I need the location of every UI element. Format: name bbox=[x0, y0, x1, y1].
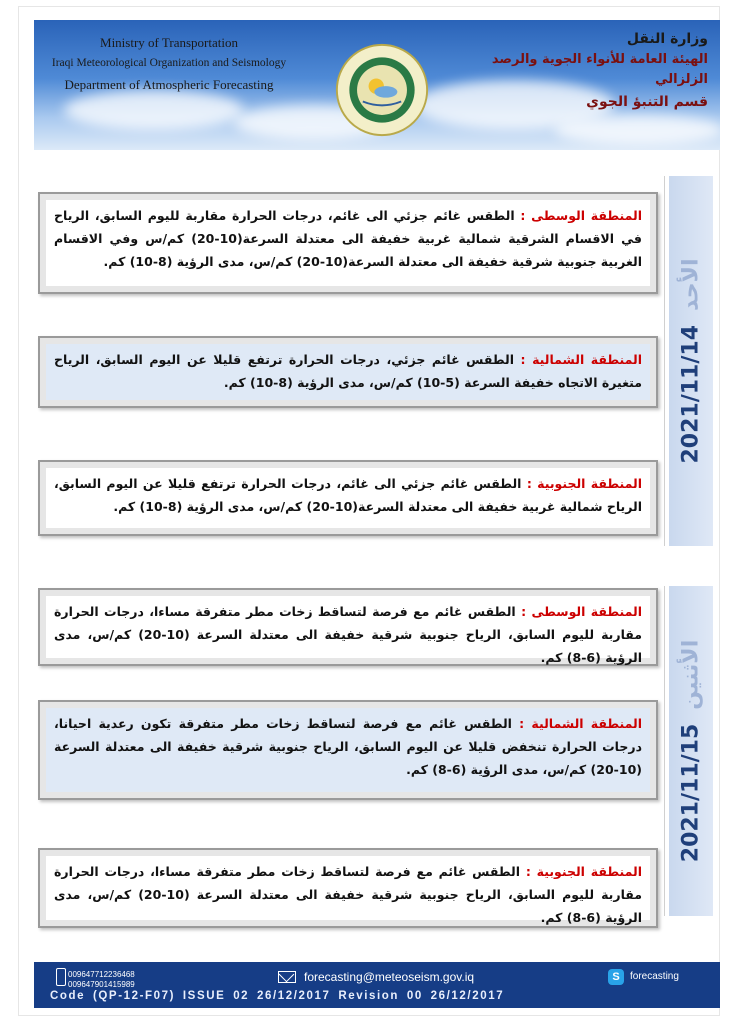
region-label: المنطقة الشمالية : bbox=[520, 352, 642, 367]
day-date-2: 2021/11/15 bbox=[678, 723, 704, 863]
skype-icon: S bbox=[608, 969, 624, 985]
forecast-box-day2-south bbox=[38, 848, 658, 928]
footer-phones bbox=[68, 970, 135, 990]
forecast-text: الطقس غائم مع فرصة لتساقط زخات مطر متفرقة تكون رعدية احيانا، درجات الحرارة تنخفض قليلا عن اليوم السابق، الرياح جنوبية شرقية خفيفة الى معتدلة السرعة (10-20) كم/س، مدى الرؤية (6-8) كم. bbox=[54, 716, 642, 777]
region-label: المنطقة الوسطى : bbox=[520, 208, 642, 223]
forecast-box-day1-central bbox=[38, 192, 658, 294]
footer-bar bbox=[34, 962, 720, 1008]
forecast-box-day2-central bbox=[38, 588, 658, 666]
day-bar-2 bbox=[664, 586, 719, 916]
header-ar-line-2: الهيئة العامة للأنواء الجوية والرصد الزلزالي bbox=[491, 52, 708, 87]
header-en-line-2: Iraqi Meteorological Organization and Seismology bbox=[51, 57, 287, 69]
day-label-1 bbox=[679, 258, 704, 463]
forecast-box-day1-south bbox=[38, 460, 658, 536]
forecast-text: الطقس غائم جزئي الى غائم، درجات الحرارة مقاربة لليوم السابق، الرياح في الاقسام الشرقية شمالية غربية خفيفة الى معتدلة السرعة(10-20) كم/س وفي الاقسام الغربية جنوبية شرقية خفيفة الى معتدلة السرعة(10-20) كم/س، مدى الرؤية (8-10) كم. bbox=[54, 208, 642, 269]
header-en-line-1: Ministry of Transportation bbox=[100, 35, 238, 50]
day-name-1: الأحد bbox=[678, 258, 704, 311]
phone-icon bbox=[56, 968, 66, 986]
region-label: المنطقة الوسطى : bbox=[521, 604, 642, 619]
forecast-text: الطقس غائم مع فرصة لتساقط زخات مطر متفرقة مساءا، درجات الحرارة مقاربة لليوم السابق، الرياح جنوبية شرقية خفيفة الى معتدلة السرعة (10-20) كم/س، مدى الرؤية (6-8) كم. bbox=[54, 864, 642, 925]
header-banner bbox=[34, 20, 720, 150]
day-date-1: 2021/11/14 bbox=[678, 324, 704, 464]
header-en-line-3: Department of Atmospheric Forecasting bbox=[64, 77, 274, 92]
header-arabic bbox=[488, 28, 708, 114]
forecast-box-day2-north bbox=[38, 700, 658, 800]
region-label: المنطقة الجنوبية : bbox=[525, 864, 642, 879]
header-ar-line-1: وزارة النقل bbox=[626, 31, 708, 47]
footer-email[interactable]: forecasting@meteoseism.gov.iq bbox=[304, 970, 475, 984]
header-ar-line-3: قسم التنبؤ الجوي bbox=[586, 94, 708, 110]
day-bar-1 bbox=[664, 176, 719, 546]
region-label: المنطقة الجنوبية : bbox=[526, 476, 642, 491]
organization-logo bbox=[334, 42, 430, 138]
footer-skype[interactable]: forecasting bbox=[630, 971, 679, 982]
mail-icon bbox=[278, 971, 296, 983]
phone-number-1: 009647712236468 bbox=[68, 970, 135, 979]
forecast-text: الطقس غائم مع فرصة لتساقط زخات مطر متفرقة مساءا، درجات الحرارة مقاربة لليوم السابق، الرياح جنوبية شرقية خفيفة الى معتدلة السرعة (10-20) كم/س، مدى الرؤية (6-8) كم. bbox=[54, 604, 642, 665]
phone-number-2: 009647901415989 bbox=[68, 980, 135, 989]
forecast-box-day1-north bbox=[38, 336, 658, 408]
day-label-2 bbox=[679, 640, 704, 862]
forecast-text: الطقس غائم جزئي الى غائم، درجات الحرارة ترتفع قليلا عن اليوم السابق، الرياح شمالية غربية خفيفة الى معتدلة السرعة(10-20) كم/س، مدى الرؤية (8-10) كم. bbox=[54, 476, 642, 514]
footer-code-line: Code (QP-12-F07) ISSUE 02 26/12/2017 Revision 00 26/12/2017 bbox=[50, 990, 505, 1002]
day-name-2: الأثنين bbox=[678, 639, 704, 710]
forecast-text: الطقس غائم جزئي، درجات الحرارة ترتفع قليلا عن اليوم السابق، الرياح متغيرة الاتجاه خفيفة السرعة (5-10) كم/س، مدى الرؤية (8-10) كم. bbox=[54, 352, 642, 390]
region-label: المنطقة الشمالية : bbox=[519, 716, 642, 731]
header-english bbox=[44, 32, 294, 95]
